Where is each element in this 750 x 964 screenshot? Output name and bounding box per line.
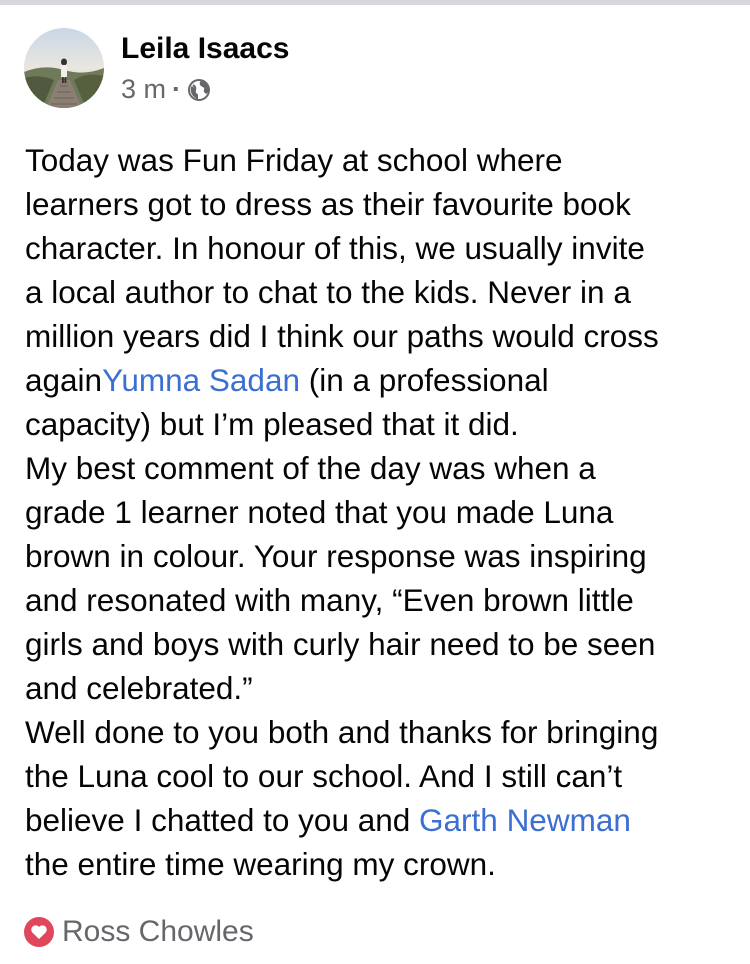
post-line: girls and boys with curly hair need to be seen	[25, 626, 656, 662]
post-line: learners got to dress as their favourite book	[25, 186, 631, 222]
post-line: capacity) but I’m pleased that it did.	[25, 406, 519, 442]
post-line: brown in colour. Your response was inspiring	[25, 538, 647, 574]
post-meta	[121, 31, 289, 105]
post-body	[25, 138, 730, 886]
reactions-bar[interactable]	[24, 914, 254, 950]
post-line-with-mention	[25, 798, 730, 842]
separator-dot: ·	[172, 74, 182, 104]
post-line: the Luna cool to our school. And I still can’t	[25, 758, 623, 794]
post-header	[24, 28, 289, 108]
author-name[interactable]: Leila Isaacs	[121, 32, 290, 65]
reactor-name[interactable]: Ross Chowles	[62, 915, 254, 948]
profile-photo-icon	[24, 28, 104, 108]
post-line: million years did I think our paths would cross	[25, 318, 659, 354]
globe-icon	[187, 77, 211, 101]
mention-prefix-text: believe I chatted to you and	[25, 802, 420, 838]
post-time[interactable]: 3 m	[121, 74, 167, 104]
timestamp-row	[121, 73, 289, 105]
post-line: grade 1 learner noted that you made Luna	[25, 494, 614, 530]
mention-prefix-text: again	[25, 362, 103, 398]
post-line: the entire time wearing my crown.	[25, 846, 496, 882]
post-line: character. In honour of this, we usually invite	[25, 230, 645, 266]
post-line: Today was Fun Friday at school where	[25, 142, 563, 178]
post-line: Well done to you both and thanks for bringing	[25, 714, 659, 750]
mention-suffix-text: (in a professional	[299, 362, 549, 398]
post-line-with-mention	[25, 358, 730, 402]
post-line: a local author to chat to the kids. Never in a	[25, 274, 631, 310]
post-line: My best comment of the day was when a	[25, 450, 596, 486]
heart-icon	[24, 917, 54, 947]
top-divider	[0, 0, 750, 5]
post-line: and celebrated.”	[25, 670, 253, 706]
post-line: and resonated with many, “Even brown little	[25, 582, 634, 618]
mention-yumna-sadan[interactable]: Yumna Sadan	[102, 362, 300, 398]
author-avatar[interactable]	[24, 28, 104, 108]
mention-garth-newman[interactable]: Garth Newman	[419, 802, 631, 838]
